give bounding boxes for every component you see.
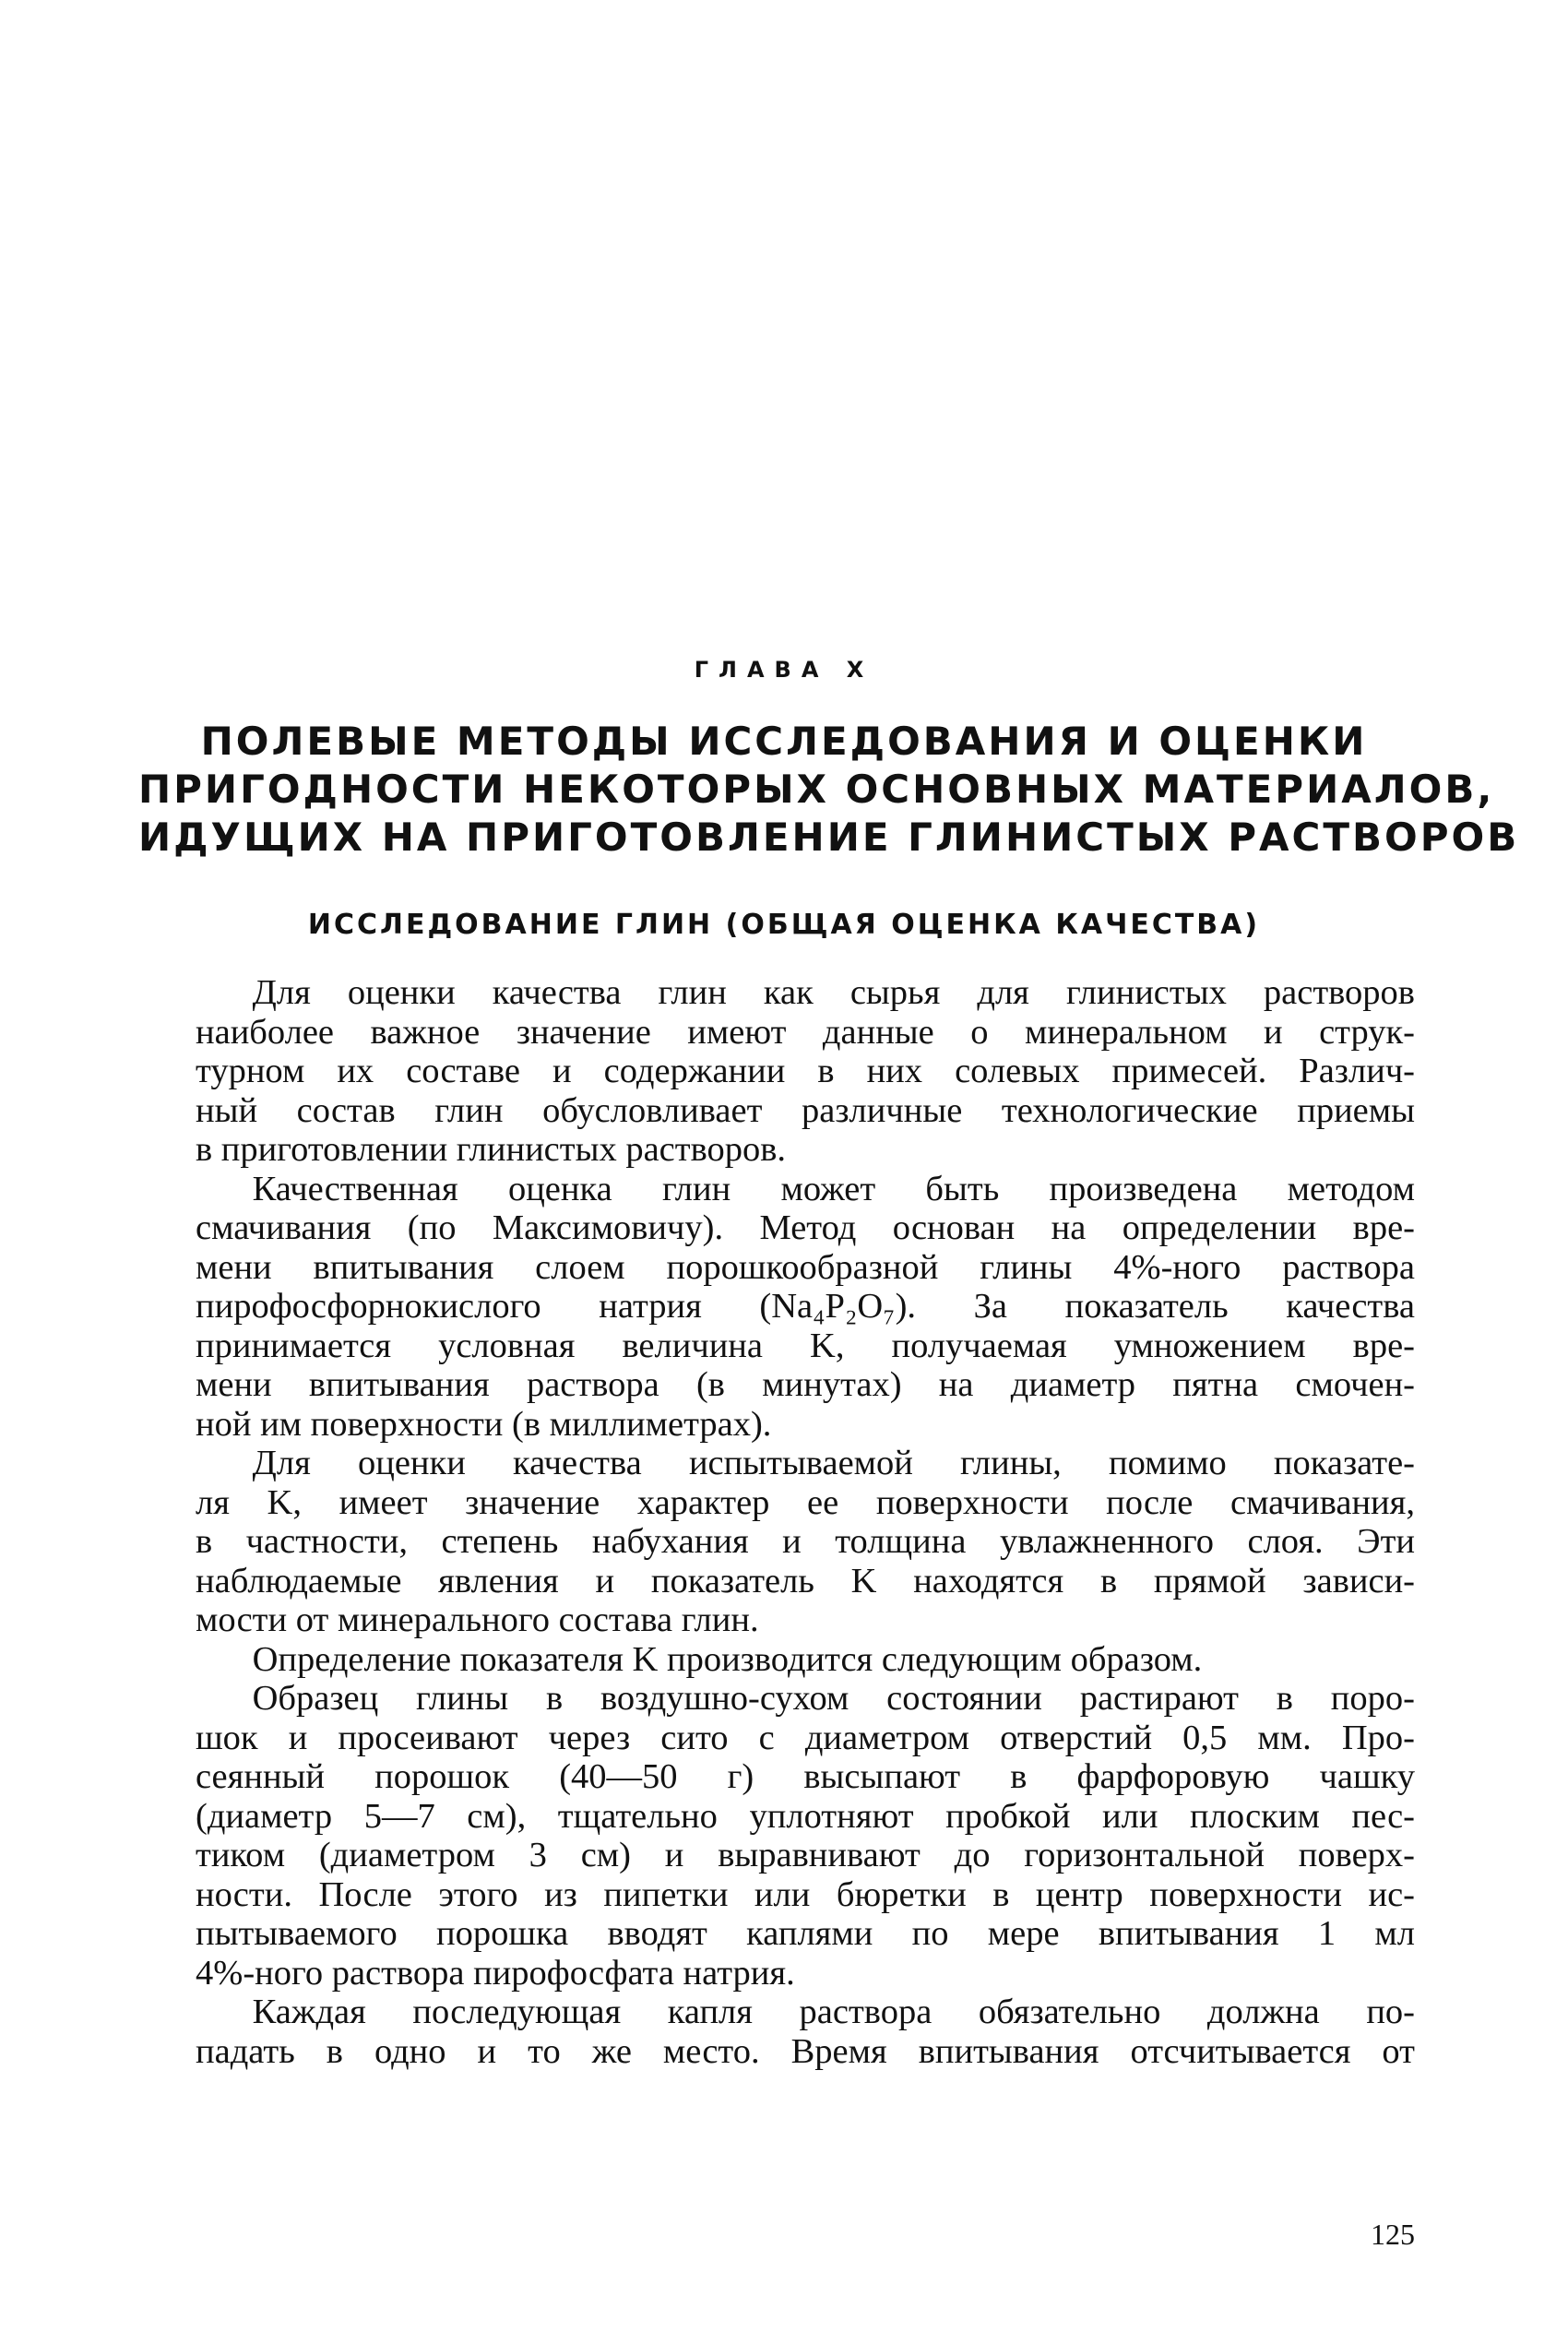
page-number: 125 [1371, 2218, 1415, 2251]
chapter-label: ГЛАВА X [694, 657, 874, 683]
paragraph [196, 1444, 1415, 1640]
text-line: ной им поверхности (в миллиметрах). [196, 1404, 772, 1444]
paragraph [196, 973, 1415, 1170]
text-line: Для оценки качества испытываемой глины, помимо показате- [252, 1444, 1415, 1482]
section-heading: ИССЛЕДОВАНИЕ ГЛИН (ОБЩАЯ ОЦЕНКА КАЧЕСТВА) [307, 909, 1261, 941]
paragraph [196, 1993, 1415, 2071]
text-line: пытываемого порошка вводят каплями по мере впитывания 1 мл [196, 1914, 1415, 1953]
text-line: турном их составе и содержании в них солевых примесей. Различ- [196, 1052, 1415, 1090]
text-line: тиком (диаметром 3 см) и выравнивают до горизонтальной поверх- [196, 1836, 1415, 1874]
chapter-title-line: ПРИГОДНОСТИ НЕКОТОРЫХ ОСНОВНЫХ МАТЕРИАЛОВ, [138, 767, 1495, 812]
text-line: принимается условная величина K, получаемая умножением вре- [196, 1326, 1415, 1365]
body-text [196, 973, 1415, 2071]
paragraph [196, 1640, 1415, 1680]
text-line: наблюдаемые явления и показатель K находятся в прямой зависи- [196, 1561, 1415, 1600]
chapter-title-line: ИДУЩИХ НА ПРИГОТОВЛЕНИЕ ГЛИНИСТЫХ РАСТВОРОВ [138, 815, 1520, 860]
text-line: 4%-ного раствора пирофосфата натрия. [196, 1953, 795, 1993]
paragraph [196, 1679, 1415, 1993]
text-line: Каждая последующая капля раствора обязательно должна по- [252, 1993, 1415, 2031]
text-line: в приготовлении глинистых растворов. [196, 1130, 787, 1169]
paragraph [196, 1170, 1415, 1445]
text-line: в частности, степень набухания и толщина увлажненного слоя. Эти [196, 1522, 1415, 1561]
text-line: ности. После этого из пипетки или бюретки в центр поверхности ис- [196, 1874, 1415, 1914]
text-line: шок и просеивают через сито с диаметром отверстий 0,5 мм. Про- [196, 1718, 1415, 1757]
text-line: Качественная оценка глин может быть произведена методом [252, 1169, 1415, 1208]
text-line: сеянный порошок (40—50 г) высыпают в фарфоровую чашку [196, 1757, 1415, 1796]
text-line: ля K, имеет значение характер ее поверхности после смачивания, [196, 1482, 1415, 1522]
text-line: Определение показателя K производится следующим образом. [252, 1639, 1203, 1679]
text-line: ный состав глин обусловливает различные технологические приемы [196, 1090, 1415, 1130]
text-line: мости от минерального состава глин. [196, 1600, 759, 1639]
text-line: Для оценки качества глин как сырья для глинистых растворов [252, 973, 1415, 1012]
text-line: мени впитывания раствора (в минутах) на диаметр пятна смочен- [196, 1365, 1415, 1404]
text-line: наиболее важное значение имеют данные о минеральном и струк- [196, 1012, 1415, 1052]
chapter-title-line: ПОЛЕВЫЕ МЕТОДЫ ИССЛЕДОВАНИЯ И ОЦЕНКИ [200, 719, 1368, 764]
chapter-title [138, 718, 1520, 862]
text-line: мени впитывания слоем порошкообразной глины 4%-ного раствора [196, 1247, 1415, 1287]
text-line: (диаметр 5—7 см), тщательно уплотняют пробкой или плоским пес- [196, 1796, 1415, 1836]
text-line: пирофосфорнокислого натрия (Na₄P₂O₇). За показатель качества [196, 1287, 1415, 1326]
text-line: падать в одно и то же место. Время впитывания отсчитывается от [196, 2031, 1415, 2071]
text-line: Образец глины в воздушно-сухом состоянии растирают в поро- [252, 1679, 1415, 1718]
text-line: смачивания (по Максимовичу). Метод основан на определении вре- [196, 1208, 1415, 1247]
